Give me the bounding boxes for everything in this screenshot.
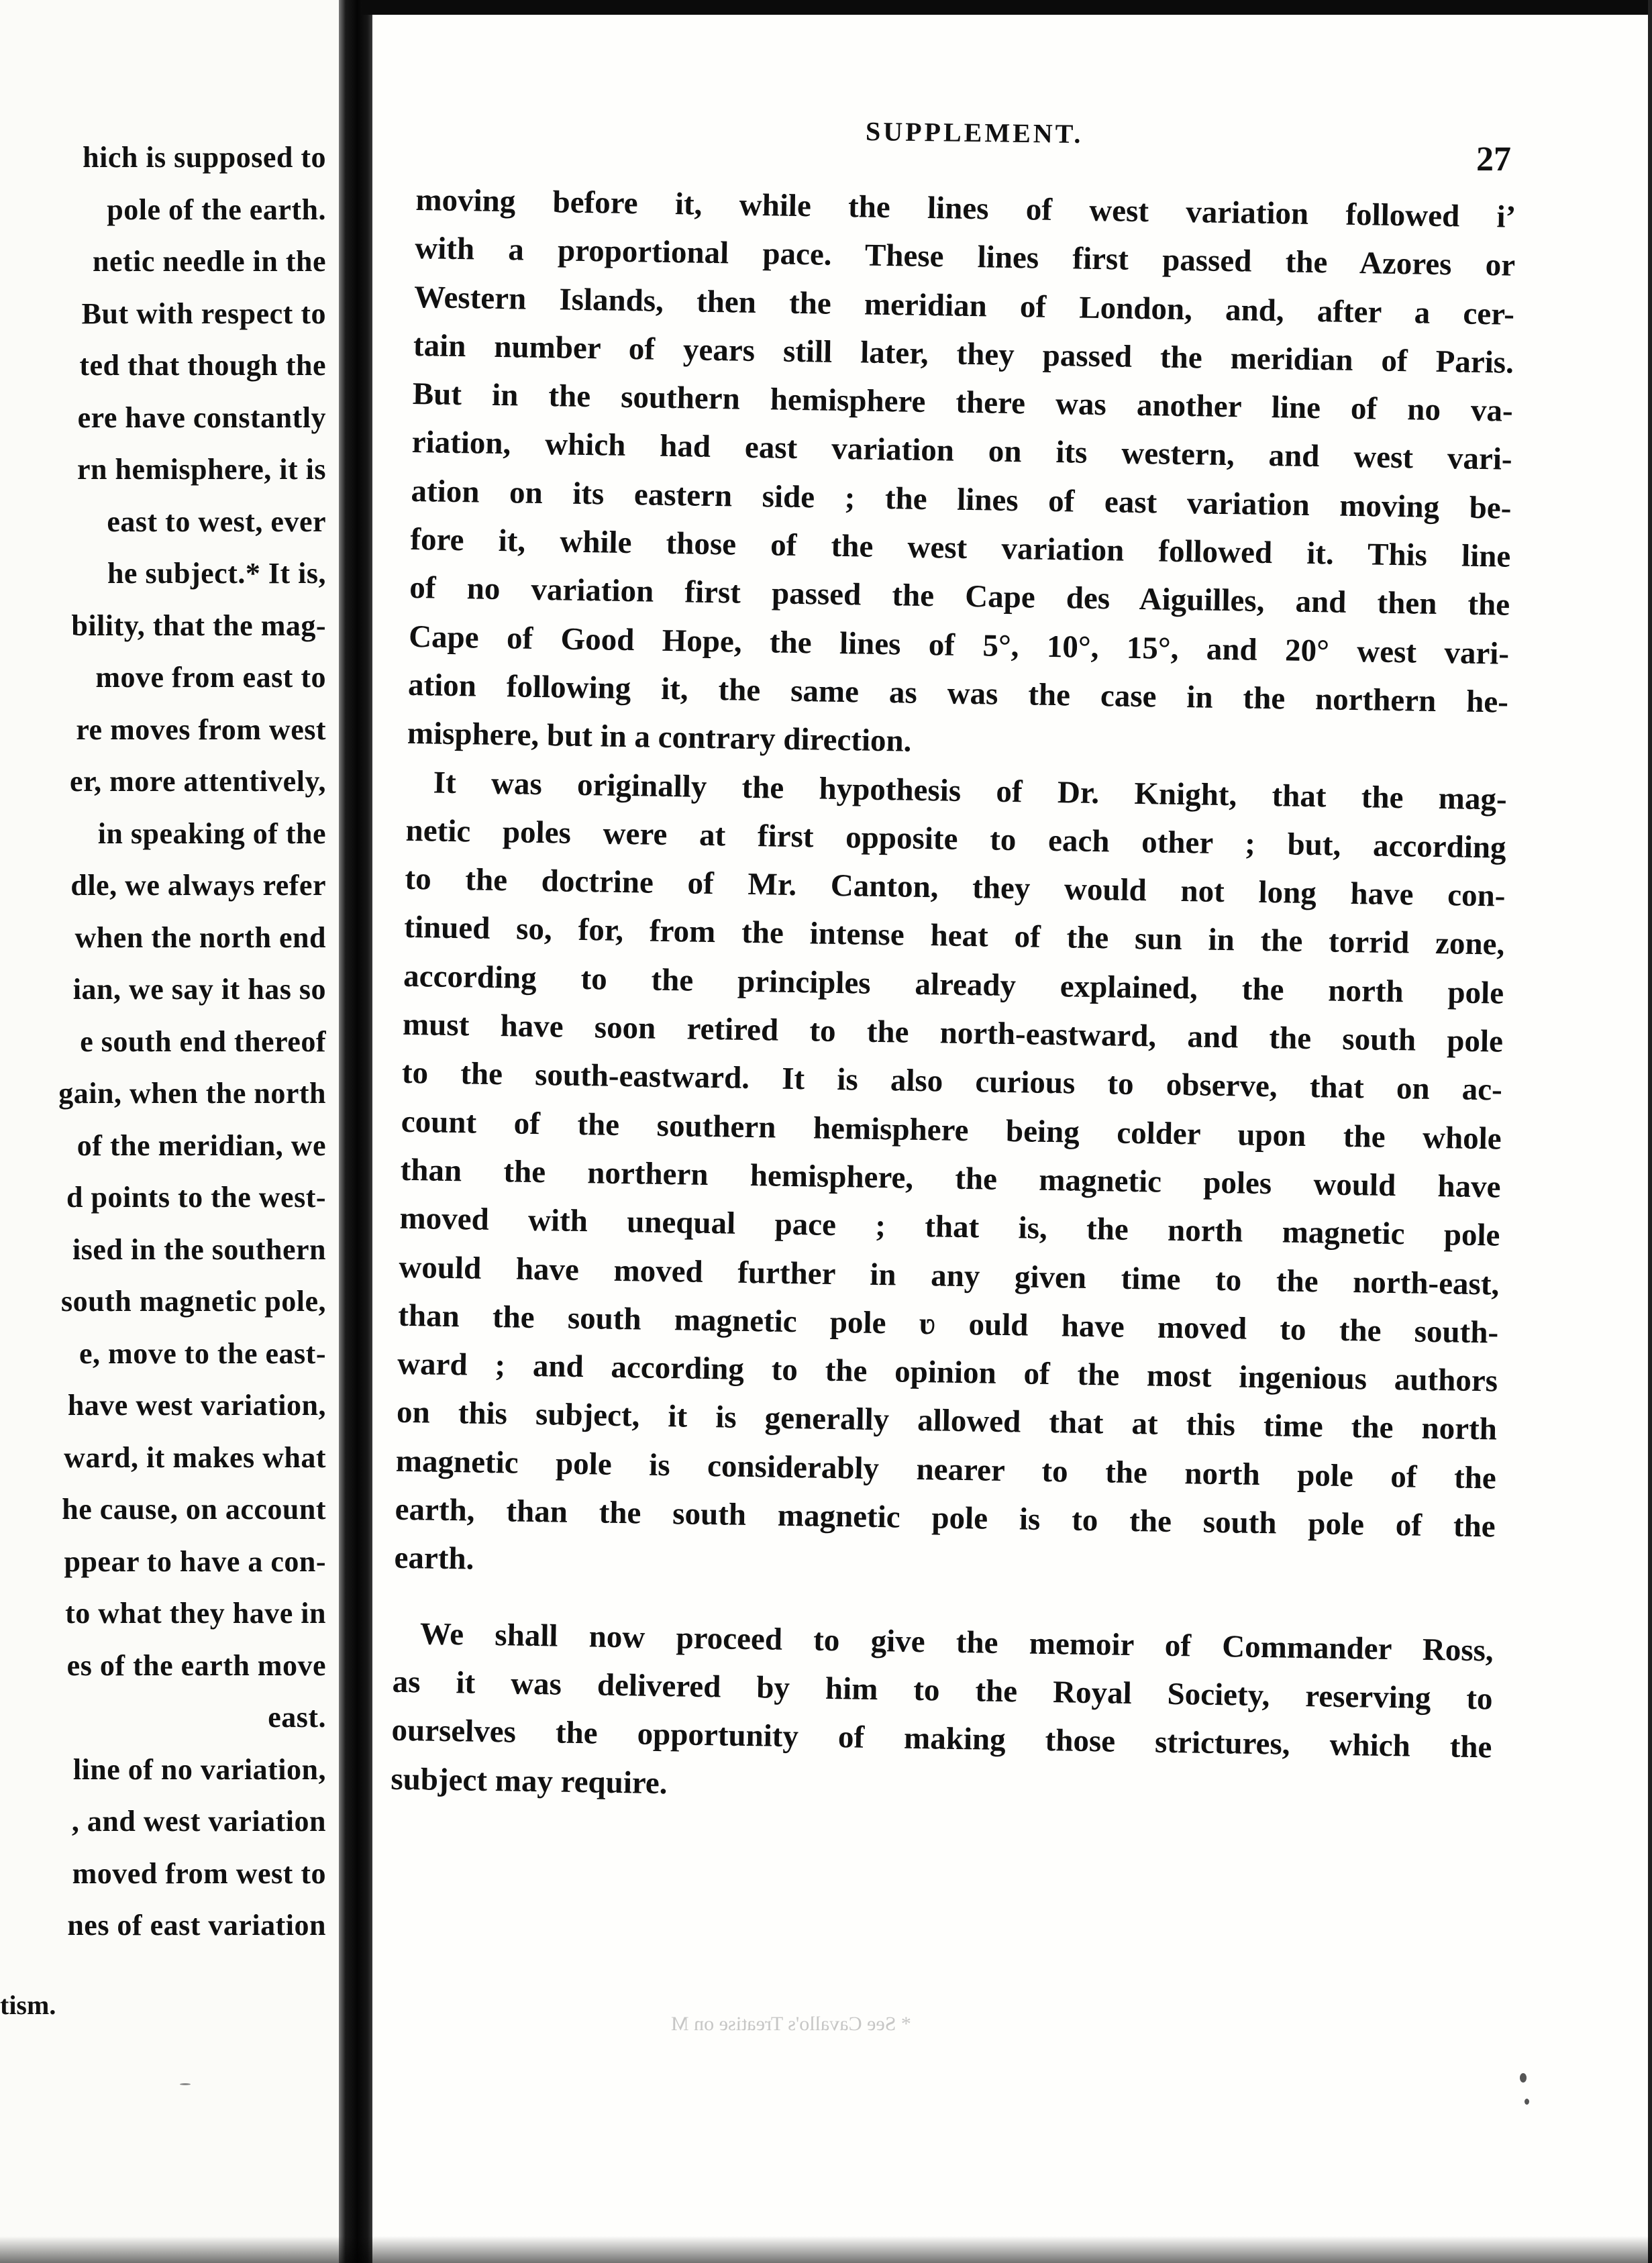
left-page-line: ere have constantly	[77, 401, 326, 434]
book-gutter	[339, 0, 372, 2263]
left-page-line: of the meridian, we	[76, 1128, 326, 1162]
bleed-through-footnote: * See Cavallo's Treatise on M	[671, 2013, 911, 2035]
left-page-line: to what they have in	[65, 1597, 326, 1630]
body-line: moved with unequal pace ; that is, the north magnetic pole	[399, 1201, 1500, 1253]
left-page-line: he cause, on account	[62, 1493, 326, 1526]
body-line: But in the southern hemisphere there was another line of no va-	[412, 376, 1514, 429]
body-line: would have moved further in any given time to the north-east,	[399, 1249, 1500, 1302]
left-page-line: ised in the southern	[72, 1232, 326, 1266]
body-line: It was originally the hypothesis of Dr. Knight, that the mag-	[433, 765, 1508, 817]
left-page-line: re moves from west	[76, 713, 326, 746]
body-line: earth, than the south magnetic pole is to the south pole of the	[395, 1491, 1496, 1544]
left-page-line: gain, when the north	[58, 1077, 326, 1110]
left-page-line: have west variation,	[67, 1389, 326, 1422]
scan-speck	[1525, 2099, 1529, 2105]
left-page-line: ted that though the	[79, 349, 326, 382]
body-line: than the northern hemisphere, the magnetic poles would have	[400, 1152, 1501, 1205]
left-page-line: hich is supposed to	[83, 141, 326, 174]
left-page-line: e south end thereof	[80, 1024, 326, 1058]
left-page-line: east to west, ever	[107, 505, 326, 538]
left-page-line: move from east to	[95, 661, 326, 694]
left-page-line: ward, it makes what	[64, 1440, 326, 1474]
body-line: tain number of years still later, they passed the meridian of Paris.	[413, 327, 1514, 380]
left-page-line: line of no variation,	[72, 1752, 326, 1786]
scan-speck	[180, 2083, 191, 2085]
body-line: fore it, while those of the west variation followed it. This line	[410, 522, 1511, 574]
body-line: Cape of Good Hope, the lines of 5°, 10°, 15°, and 20° west vari-	[408, 619, 1510, 672]
left-page-footnote: tism.	[0, 1990, 56, 2020]
left-page-text	[0, 131, 326, 1952]
left-page-line: ian, we say it has so	[72, 973, 326, 1006]
left-page-line: east.	[268, 1701, 326, 1734]
body-line: Western Islands, then the meridian of London, and, after a cer-	[413, 279, 1515, 332]
body-line: ation following it, the same as was the case in the northern he-	[407, 667, 1509, 720]
left-page-line: , and west variation	[71, 1805, 326, 1838]
body-line: of no variation first passed the Cape des Aiguilles, and then the	[409, 570, 1510, 623]
left-page-line: dle, we always refer	[70, 869, 326, 902]
left-page-line: er, more attentively,	[70, 765, 326, 798]
left-page-line: ppear to have a con-	[64, 1544, 326, 1578]
body-line: as it was delivered by him to the Royal Society, reserving to	[392, 1664, 1493, 1717]
left-page-line: when the north end	[74, 920, 326, 954]
left-page-line: netic needle in the	[92, 245, 326, 278]
running-head: SUPPLEMENT.	[865, 116, 1084, 149]
body-line: moving before it, while the lines of west variation followed i’	[415, 182, 1516, 235]
body-line: netic poles were at first opposite to each other ; but, according	[405, 812, 1506, 865]
left-page-line: es of the earth move	[66, 1648, 326, 1682]
body-line: ward ; and according to the opinion of the most ingenious authors	[397, 1346, 1498, 1399]
left-page-line: he subject.* It is,	[107, 557, 326, 590]
body-line: earth.	[394, 1540, 474, 1577]
left-page-line: But with respect to	[81, 297, 326, 330]
top-scan-border	[362, 0, 1652, 15]
body-line: according to the principles already explained, the north pole	[403, 958, 1504, 1011]
body-line: than the south magnetic pole ʋ ould have moved to the south-	[397, 1298, 1499, 1351]
left-page-line: moved from west to	[72, 1856, 326, 1890]
left-page-fragment	[0, 0, 339, 2263]
body-line: with a proportional pace. These lines first passed the Azores or	[414, 231, 1516, 284]
left-page-line: nes of east variation	[67, 1909, 326, 1942]
left-page-line: pole of the earth.	[107, 193, 326, 226]
body-line: to the south-eastward. It is also curious to observe, that on ac-	[401, 1055, 1503, 1108]
body-line: to the doctrine of Mr. Canton, they would not long have con-	[405, 861, 1506, 914]
body-line: We shall now proceed to give the memoir of Commander Ross,	[419, 1616, 1494, 1669]
left-page-line: rn hemisphere, it is	[77, 453, 326, 486]
body-line: subject may require.	[391, 1761, 668, 1801]
body-line: ourselves the opportunity of making those strictures, which the	[391, 1712, 1492, 1765]
right-scan-border	[1648, 0, 1652, 2263]
body-line: riation, which had east variation on its western, and west vari-	[411, 425, 1512, 478]
body-line: misphere, but in a contrary direction.	[407, 716, 912, 759]
left-page-line: south magnetic pole,	[61, 1285, 326, 1318]
bottom-scan-shadow	[0, 2236, 1652, 2263]
body-line: count of the southern hemisphere being colder upon the whole	[401, 1104, 1502, 1157]
page-body-text	[391, 176, 1516, 1820]
left-page-line: bility, that the mag-	[71, 609, 326, 642]
body-line: tinued so, for, from the intense heat of the sun in the torrid zone,	[403, 910, 1505, 963]
page-number: 27	[1476, 140, 1511, 178]
body-line: magnetic pole is considerably nearer to the north pole of the	[395, 1443, 1497, 1496]
body-line: on this subject, it is generally allowed that at this time the north	[396, 1395, 1498, 1447]
left-page-line: d points to the west-	[66, 1181, 326, 1214]
body-line: ation on its eastern side ; the lines of east variation moving be-	[411, 473, 1512, 526]
left-page-line: in speaking of the	[97, 817, 326, 850]
scan-speck	[1520, 2073, 1527, 2083]
body-line: must have soon retired to the north-eastward, and the south pole	[402, 1006, 1504, 1059]
left-page-line: e, move to the east-	[79, 1336, 326, 1370]
